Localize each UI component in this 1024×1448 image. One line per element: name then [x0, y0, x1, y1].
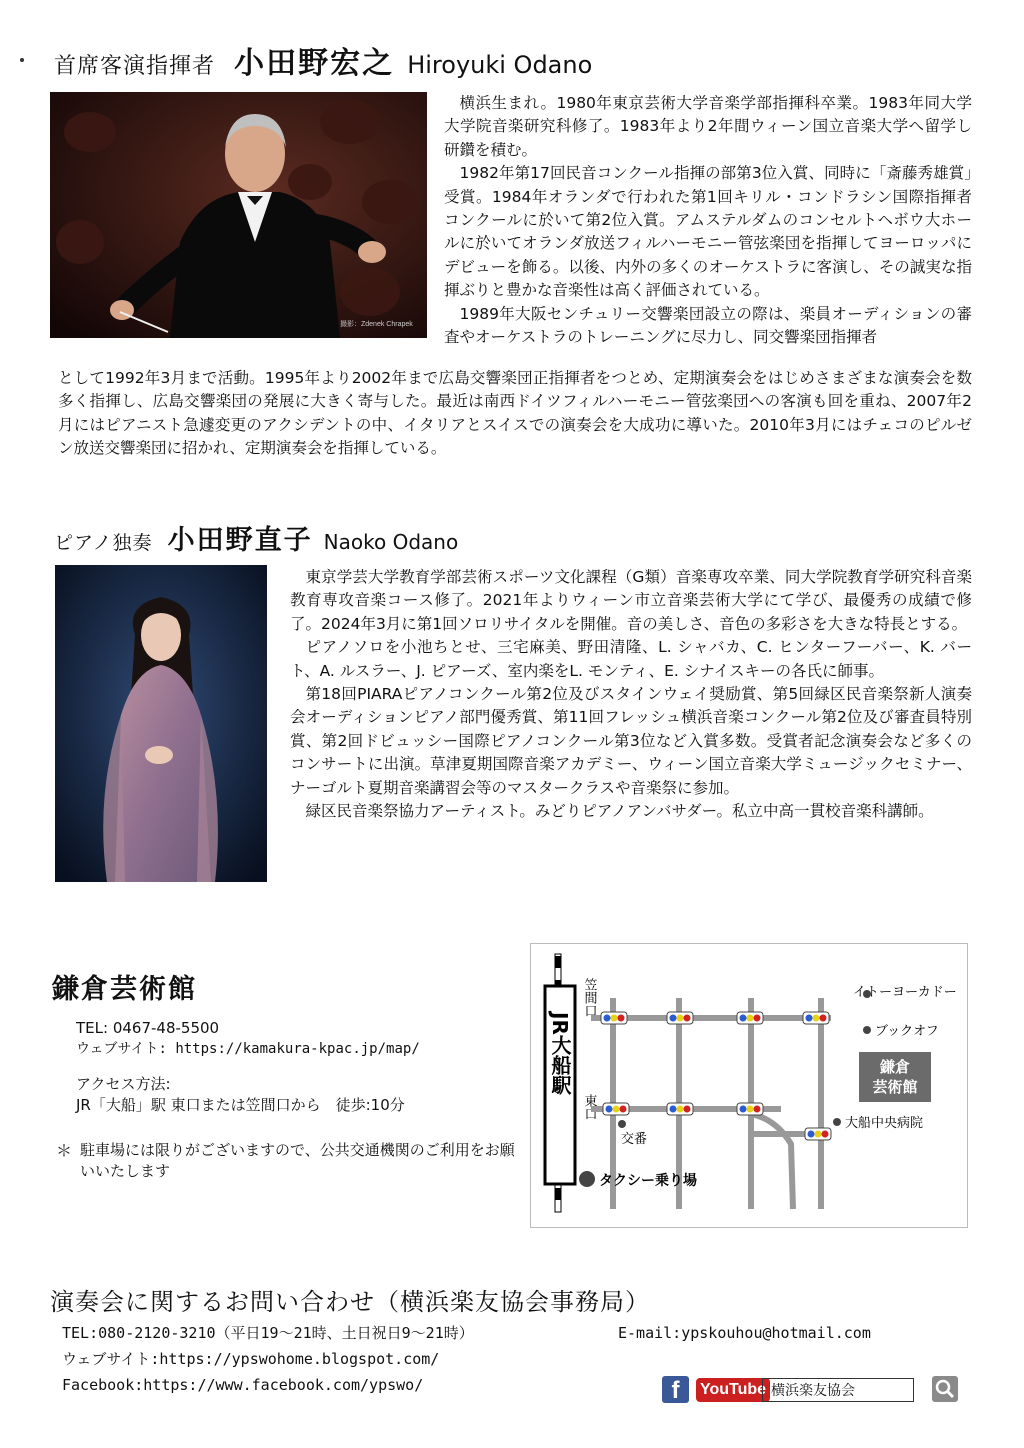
conductor-bio-top [444, 92, 972, 349]
inquiry-email[interactable]: E-mail:ypskouhou@hotmail.com [618, 1324, 871, 1342]
conductor-bio-paragraph-3a: 1989年大阪センチュリー交響楽団設立の際は、楽員オーディションの審査やオーケストラのトレーニングに尽力し、同交響楽団指揮者 [444, 304, 972, 347]
map-station: JR大船駅 [548, 1012, 572, 1095]
pianist-bio-paragraph-2: ピアノソロを小池ちとせ、三宅麻美、野田清隆、L. シャバカ、C. ヒンターフーバー、K. バート、A. ルスラー、J. ピアーズ、室内楽をL. モンティ、E. シナイスキーの各氏に師事。 [290, 638, 972, 680]
map-hospital: 大船中央病院 [845, 1116, 924, 1131]
conductor-header [54, 38, 592, 82]
conductor-bio-paragraph-1: 横浜生まれ。1980年東京芸術大学音楽学部指揮科卒業。1983年同大学大学院音楽研究科修了。1983年より2年間ウィーン国立音楽大学へ留学し研鑽を積む。 [444, 94, 972, 159]
inquiry-title: 演奏会に関するお問い合わせ（横浜楽友協会事務局） [50, 1288, 650, 1316]
youtube-logo[interactable]: YouTube [696, 1378, 770, 1402]
conductor-roman-name: Hiroyuki Odano [407, 51, 593, 79]
pianist-bio-paragraph-4: 緑区民音楽祭協力アーティスト。みどりピアノアンバサダー。私立中高一貫校音楽科講師。 [305, 802, 934, 821]
inquiry-website[interactable]: ウェブサイト:https://ypswohome.blogspot.com/ [62, 1350, 440, 1368]
facebook-letter: f [671, 1377, 680, 1404]
venue-title: 鎌倉芸術館 [52, 974, 197, 1005]
search-icon [932, 1376, 958, 1402]
conductor-photo [50, 92, 427, 338]
pianist-bio-paragraph-1: 東京学芸大学教育学部芸術スポーツ文化課程（G類）音楽専攻卒業、同大学院教育学研究科音楽教育専攻音楽コース修了。2021年よりウィーン市立音楽芸術大学にて学び、最優秀の成績で修了。2024年3月に第1回ソロリサイタルを開催。音の美しさ、音色の多彩さを大きな特長とする。 [290, 568, 972, 633]
conductor-bio-bottom [58, 367, 972, 461]
map-koban: 交番 [621, 1132, 648, 1147]
pianist-photo [55, 565, 267, 882]
traffic-lights [601, 1012, 831, 1140]
conductor-illustration [50, 92, 427, 338]
facebook-icon[interactable] [662, 1376, 689, 1403]
note-text: 駐車場には限りがございますので、公共交通機関のご利用をお願いいたします [80, 1141, 515, 1180]
conductor-bio-paragraph-3b: として1992年3月まで活動。1995年より2002年まで広島交響楽団正指揮者をつとめ、定期演奏会をはじめさまざまな演奏会を数多く指揮し、広島交響楽団の発展に大きく寄与した。最近は南西ドイツフィルハーモニー管弦楽団への客演も回を重ね、2007年2月にはピアニスト急遽変更のアクシデントの中、イタリアとスイスでの演奏会を大成功に導いた。2010年3月にはチェコのピルゼン放送交響楽団に招かれ、定期演奏会を指揮している。 [58, 369, 972, 458]
photo-credit: 撮影：Zdenek Chrapek [340, 321, 413, 328]
search-input[interactable]: 横浜楽友協会 [762, 1378, 914, 1402]
pianist-header [54, 518, 458, 557]
pianist-name: 小田野直子 [167, 525, 313, 556]
venue-tel: TEL: 0467-48-5500 [76, 1019, 220, 1037]
map-svg [531, 944, 967, 1227]
venue-access-label: アクセス方法: [76, 1075, 171, 1093]
map-taxi: タクシー乗り場 [599, 1173, 697, 1189]
access-map [530, 943, 968, 1228]
map-itoyokado: イトーヨーカドー [853, 985, 957, 1000]
conductor-bio-paragraph-2: 1982年第17回民音コンクール指揮の部第3位入賞、同時に「斎藤秀雄賞」受賞。1984年オランダで行われた第1回キリル・コンドラシン国際指揮者コンクールに於いて第2位入賞。アムステルダムのコンセルトヘボウ大ホールに於いてオランダ放送フィルハーモニー管弦楽団を指揮してヨーロッパにデビューを飾る。以後、内外の多くのオーケストラに客演し、その誠実な指揮ぶりと豊かな音楽性は高く評価されている。 [444, 164, 972, 300]
venue-info [76, 1018, 516, 1116]
pianist-roman-name: Naoko Odano [323, 530, 459, 554]
map-venue-line2: 芸術館 [872, 1078, 918, 1096]
corner-mark [20, 58, 24, 62]
venue-website[interactable]: ウェブサイト: https://kamakura-kpac.jp/map/ [76, 1041, 420, 1057]
conductor-name: 小田野宏之 [234, 46, 395, 81]
map-exit-east: 東口 [581, 1094, 597, 1120]
inquiry-facebook[interactable]: Facebook:https://www.facebook.com/ypswo/ [62, 1376, 424, 1394]
inquiry-details [62, 1320, 474, 1398]
conductor-role: 首席客演指揮者 [54, 54, 216, 79]
parking-note [56, 1140, 526, 1182]
map-exit-kasama: 笠間口 [581, 978, 597, 1017]
pianist-bio-paragraph-3: 第18回PIARAピアノコンクール第2位及びスタインウェイ奨励賞、第5回緑区民音楽祭新人演奏会オーディションピアノ部門優秀賞、第11回フレッシュ横浜音楽コンクール第2位及び審査員特別賞、第2回ドビュッシー国際ピアノコンクール第3位など入賞多数。受賞者記念演奏会など多くのコンサートに出演。草津夏期国際音楽アカデミー、ウィーン国立音楽大学ミュージックセミナー、ナーゴルト夏期音楽講習会等のマスタークラスや音楽祭に参加。 [290, 685, 972, 797]
pianist-illustration [55, 565, 267, 882]
venue-access: JR「大船」駅 東口または笠間口から 徒歩:10分 [76, 1096, 405, 1114]
inquiry-tel: TEL:080-2120-3210（平日19～21時、土日祝日9～21時） [62, 1324, 474, 1342]
map-bookoff: ブックオフ [875, 1024, 939, 1039]
search-button[interactable] [932, 1376, 958, 1402]
pianist-bio [290, 566, 972, 823]
note-asterisk: ＊ [56, 1141, 73, 1160]
map-venue-line1: 鎌倉 [879, 1058, 911, 1076]
pianist-role: ピアノ独奏 [54, 532, 153, 554]
